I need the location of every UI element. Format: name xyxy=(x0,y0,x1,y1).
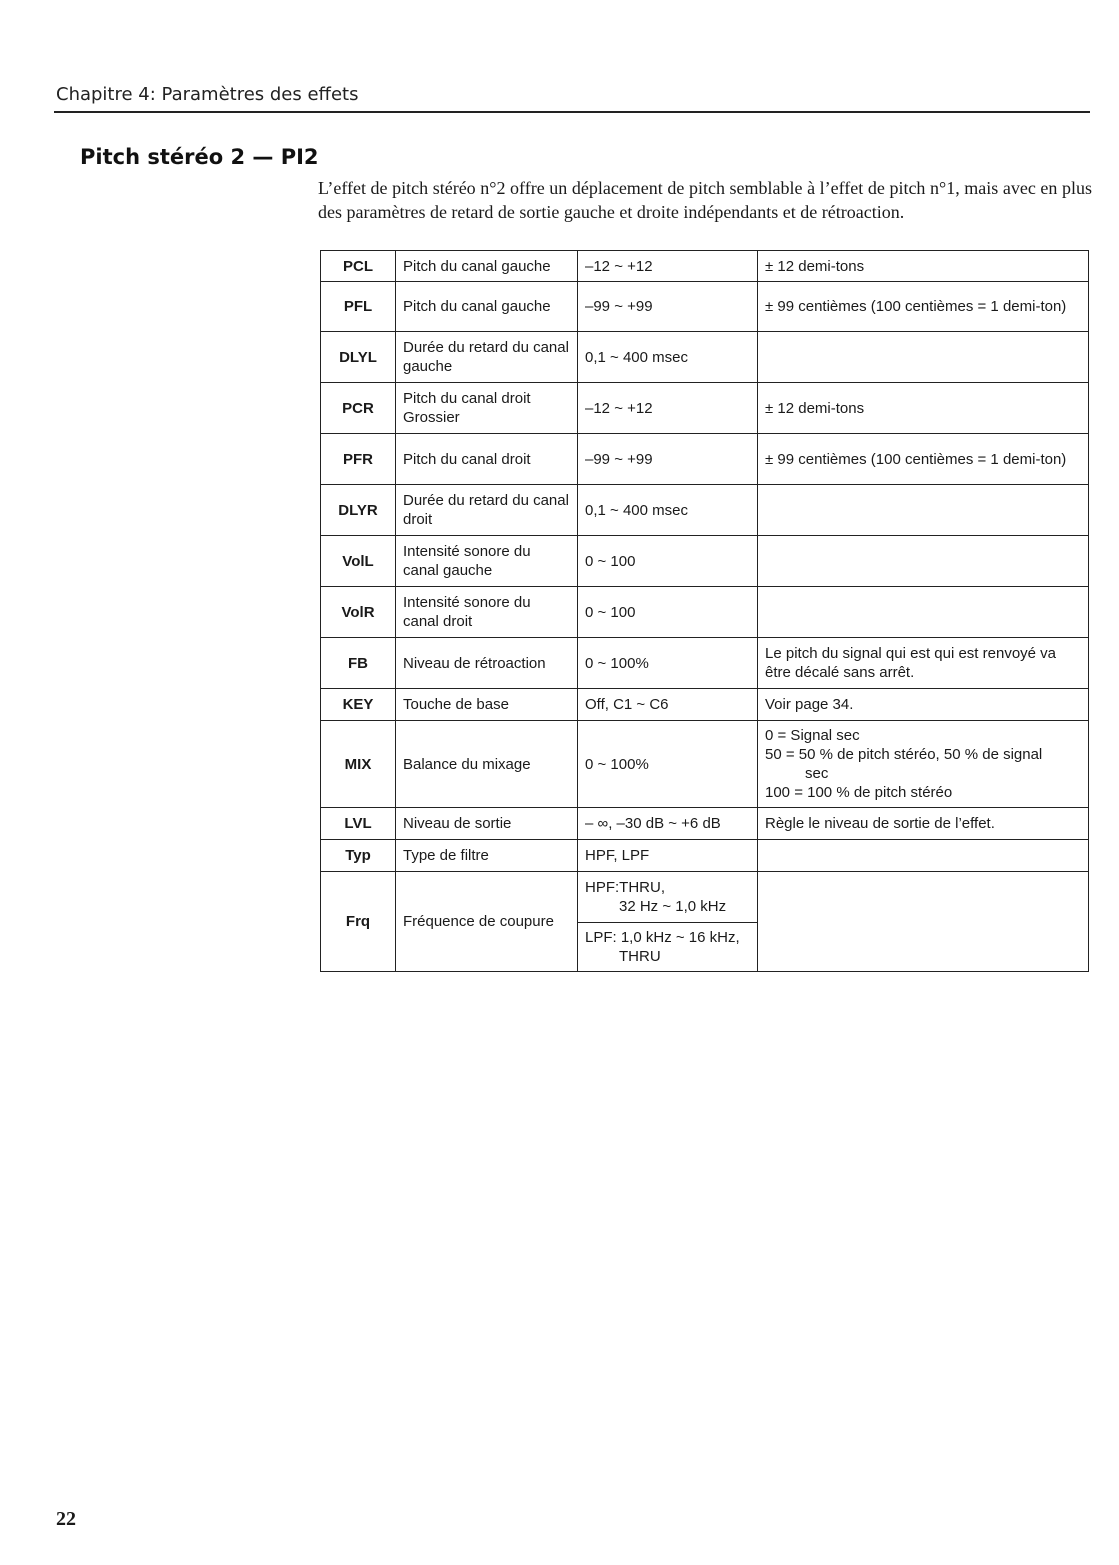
param-name: Intensité sonore du canal droit xyxy=(396,587,578,638)
param-name: Niveau de sortie xyxy=(396,808,578,840)
mix-note-line: 0 = Signal sec xyxy=(765,727,860,744)
range-line: THRU xyxy=(619,948,661,965)
param-notes xyxy=(758,485,1089,536)
table-row xyxy=(321,587,1089,638)
param-code: FB xyxy=(321,638,396,689)
param-range: Off, C1 ~ C6 xyxy=(578,689,758,721)
param-code: KEY xyxy=(321,689,396,721)
param-range: 0,1 ~ 400 msec xyxy=(578,332,758,383)
table-row xyxy=(321,808,1089,840)
param-notes: Le pitch du signal qui est qui est renvoyé va être décalé sans arrêt. xyxy=(758,638,1089,689)
table-row xyxy=(321,332,1089,383)
mix-note-line: 50 = 50 % de pitch stéréo, 50 % de signal xyxy=(765,746,1043,763)
param-name: Pitch du canal gauche xyxy=(396,251,578,282)
param-range: –99 ~ +99 xyxy=(578,434,758,485)
param-notes: ± 12 demi-tons xyxy=(758,383,1089,434)
param-range: – ∞, –30 dB ~ +6 dB xyxy=(578,808,758,840)
table-row xyxy=(321,434,1089,485)
param-notes xyxy=(758,840,1089,872)
param-range-lpf xyxy=(578,923,758,972)
param-range: 0,1 ~ 400 msec xyxy=(578,485,758,536)
param-notes xyxy=(758,872,1089,972)
section-intro: L’effet de pitch stéréo n°2 offre un déplacement de pitch semblable à l’effet de pitch n°1, mais avec en plus des paramètres de retard de sortie gauche et droite indépendants et de rétroaction. xyxy=(318,178,1092,222)
param-notes xyxy=(758,587,1089,638)
param-range: 0 ~ 100% xyxy=(578,721,758,808)
param-range-hpf xyxy=(578,872,758,923)
param-name: Fréquence de coupure xyxy=(396,872,578,972)
param-range: 0 ~ 100% xyxy=(578,638,758,689)
param-code: PCL xyxy=(321,251,396,282)
param-code: MIX xyxy=(321,721,396,808)
param-code: VolL xyxy=(321,536,396,587)
table-row xyxy=(321,840,1089,872)
table-row xyxy=(321,689,1089,721)
param-code: VolR xyxy=(321,587,396,638)
param-notes xyxy=(758,332,1089,383)
table-row xyxy=(321,721,1089,808)
param-notes xyxy=(758,536,1089,587)
param-name: Durée du retard du canal droit xyxy=(396,485,578,536)
range-line: HPF:THRU, xyxy=(585,879,665,896)
mix-note-line: sec xyxy=(805,765,829,782)
chapter-header: Chapitre 4: Paramètres des effets xyxy=(56,84,359,105)
param-notes xyxy=(758,721,1089,808)
param-code: LVL xyxy=(321,808,396,840)
section-title: Pitch stéréo 2 — PI2 xyxy=(80,145,319,169)
param-notes: ± 99 centièmes (100 centièmes = 1 demi-ton) xyxy=(758,434,1089,485)
param-notes: Règle le niveau de sortie de l’effet. xyxy=(758,808,1089,840)
table-row xyxy=(321,282,1089,332)
param-range: –99 ~ +99 xyxy=(578,282,758,332)
param-name: Durée du retard du canal gauche xyxy=(396,332,578,383)
param-notes: ± 12 demi-tons xyxy=(758,251,1089,282)
param-name: Balance du mixage xyxy=(396,721,578,808)
param-notes: Voir page 34. xyxy=(758,689,1089,721)
header-rule xyxy=(54,111,1090,113)
param-code: PFL xyxy=(321,282,396,332)
table-row xyxy=(321,485,1089,536)
mix-note-line: 100 = 100 % de pitch stéréo xyxy=(765,784,953,801)
param-name: Pitch du canal gauche xyxy=(396,282,578,332)
param-range: HPF, LPF xyxy=(578,840,758,872)
param-notes: ± 99 centièmes (100 centièmes = 1 demi-ton) xyxy=(758,282,1089,332)
param-code: PFR xyxy=(321,434,396,485)
param-code: PCR xyxy=(321,383,396,434)
param-range: 0 ~ 100 xyxy=(578,587,758,638)
table-row xyxy=(321,536,1089,587)
table-row xyxy=(321,251,1089,282)
param-range: –12 ~ +12 xyxy=(578,383,758,434)
parameter-table xyxy=(320,250,1089,972)
range-line: LPF: 1,0 kHz ~ 16 kHz, xyxy=(585,929,740,946)
param-name: Niveau de rétroaction xyxy=(396,638,578,689)
param-name: Type de filtre xyxy=(396,840,578,872)
table-row xyxy=(321,383,1089,434)
param-name: Pitch du canal droit xyxy=(396,434,578,485)
table-row xyxy=(321,872,1089,923)
range-line: 32 Hz ~ 1,0 kHz xyxy=(619,898,727,915)
param-code: DLYR xyxy=(321,485,396,536)
param-code: Typ xyxy=(321,840,396,872)
table-row xyxy=(321,638,1089,689)
param-code: DLYL xyxy=(321,332,396,383)
param-code: Frq xyxy=(321,872,396,972)
param-range: 0 ~ 100 xyxy=(578,536,758,587)
page-number: 22 xyxy=(56,1508,76,1530)
param-name: Pitch du canal droit Grossier xyxy=(396,383,578,434)
param-name: Intensité sonore du canal gauche xyxy=(396,536,578,587)
param-range: –12 ~ +12 xyxy=(578,251,758,282)
param-name: Touche de base xyxy=(396,689,578,721)
